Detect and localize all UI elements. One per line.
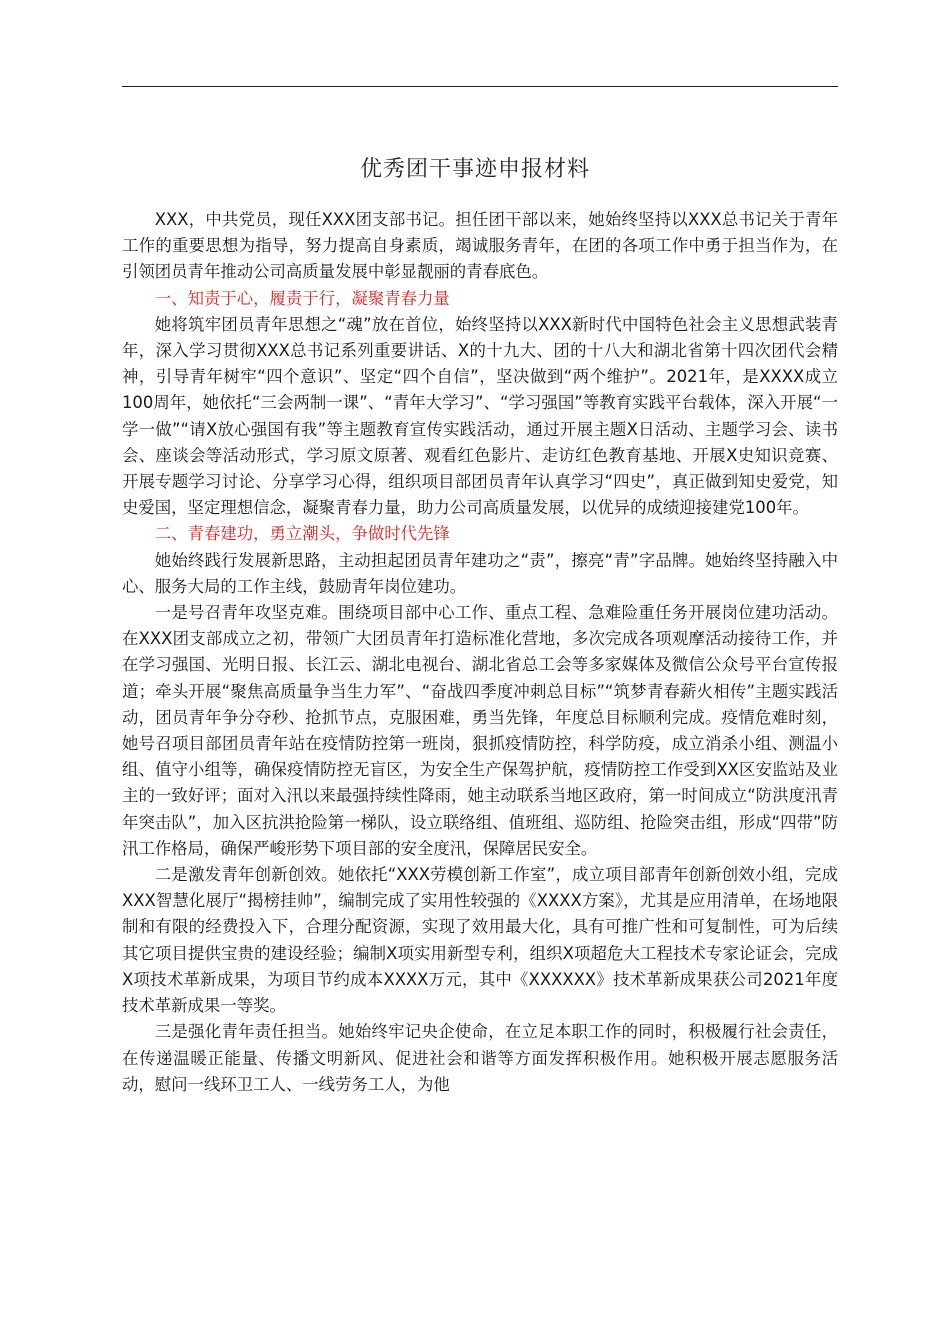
intro-paragraph: XXX，中共党员，现任XXX团支部书记。担任团干部以来，她始终坚持以XXX总书记关于青年工作的重要思想为指导，努力提高自身素质，竭诚服务青年，在团的各项工作中勇于担当作为，在引领团员青年推动公司高质量发展中彰显靓丽的青春底色。 [122, 210, 838, 282]
body-paragraph: 二是激发青年创新创效。她依托“XXX劳模创新工作室”，成立项目部青年创新创效小组，完成XXX智慧化展厅“揭榜挂帅”，编制完成了实用性较强的《XXXX方案》，尤其是应用清单，在场地限制和有限的经费投入下，合理分配资源，实现了效用最大化，具有可推广性和可复制性，可为后续其它项目提供宝贵的建设经验；编制X项实用新型专利，组织X项超危大工程技术专家论证会，完成X项技术革新成果，为项目节约成本XXXX万元，其中《XXXXXX》技术革新成果获公司2021年度技术革新成果一等奖。 [122, 865, 838, 1016]
body-paragraph: 三是强化青年责任担当。她始终牢记央企使命，在立足本职工作的同时，积极履行社会责任，在传递温暖正能量、传播文明新风、促进社会和谐等方面发挥积极作用。她积极开展志愿服务活动，慰问一线环卫工人、一线劳务工人，为他 [122, 1022, 838, 1094]
section-heading-2: 二、青春建功，勇立潮头，争做时代先锋 [154, 524, 450, 544]
section-heading-1: 一、知责于心，履责于行，凝聚青春力量 [154, 288, 450, 308]
header-rule [122, 86, 838, 87]
body-paragraph: 她将筑牢团员青年思想之“魂”放在首位，始终坚持以XXX新时代中国特色社会主义思想武装青年，深入学习贯彻XXX总书记系列重要讲话、X的十九大、团的十八大和湖北省第十四次团代会精神，引导青年树牢“四个意识”、坚定“四个自信”，坚决做到“两个维护”。2021年，是XXXX成立100周年，她依托“三会两制一课”、“青年大学习”、“学习强国”等教育实践平台载体，深入开展“一学一做”“请X放心强国有我”等主题教育宣传实践活动，通过开展主题X日活动、主题学习会、读书会、座谈会等活动形式，学习原文原著、观看红色影片、走访红色教育基地、开展X史知识竞赛、开展专题学习讨论、分享学习心得，组织项目部团员青年认真学习“四史”，真正做到知史爱党，知史爱国，坚定理想信念，凝聚青春力量，助力公司高质量发展，以优异的成绩迎接建党100年。 [122, 314, 838, 518]
document-title: 优秀团干事迹申报材料 [359, 157, 590, 182]
body-paragraph: 一是号召青年攻坚克难。围绕项目部中心工作、重点工程、急难险重任务开展岗位建功活动。在XXX团支部成立之初，带领广大团员青年打造标准化营地，多次完成各项观摩活动接待工作，并在学习强国、光明日报、长江云、湖北电视台、湖北省总工会等多家媒体及微信公众号平台宣传报道；牵头开展“聚焦高质量争当生力军”、“奋战四季度冲刺总目标”“筑梦青春薪火相传”主题实践活动，团员青年争分夺秒、抢抓节点，克服困难，勇当先锋，年度总目标顺利完成。疫情危难时刻，她号召项目部团员青年站在疫情防控第一班岗，狠抓疫情防控，科学防疫，成立消杀小组、测温小组、值守小组等，确保疫情防控无盲区，为安全生产保驾护航，疫情防控工作受到XX区安监站及业主的一致好评；面对入汛以来最强持续性降雨，她主动联系当地区政府，第一时间成立“防洪度汛青年突击队”，加入区抗洪抢险第一梯队，设立联络组、值班组、巡防组、抢险突击组，形成“四带”防汛工作格局，确保严峻形势下项目部的安全度汛，保障居民安全。 [122, 603, 838, 858]
body-paragraph: 她始终践行发展新思路，主动担起团员青年建功之“责”，擦亮“青”字品牌。她始终坚持融入中心、服务大局的工作主线，鼓励青年岗位建功。 [122, 550, 838, 596]
document-body [122, 207, 838, 1098]
